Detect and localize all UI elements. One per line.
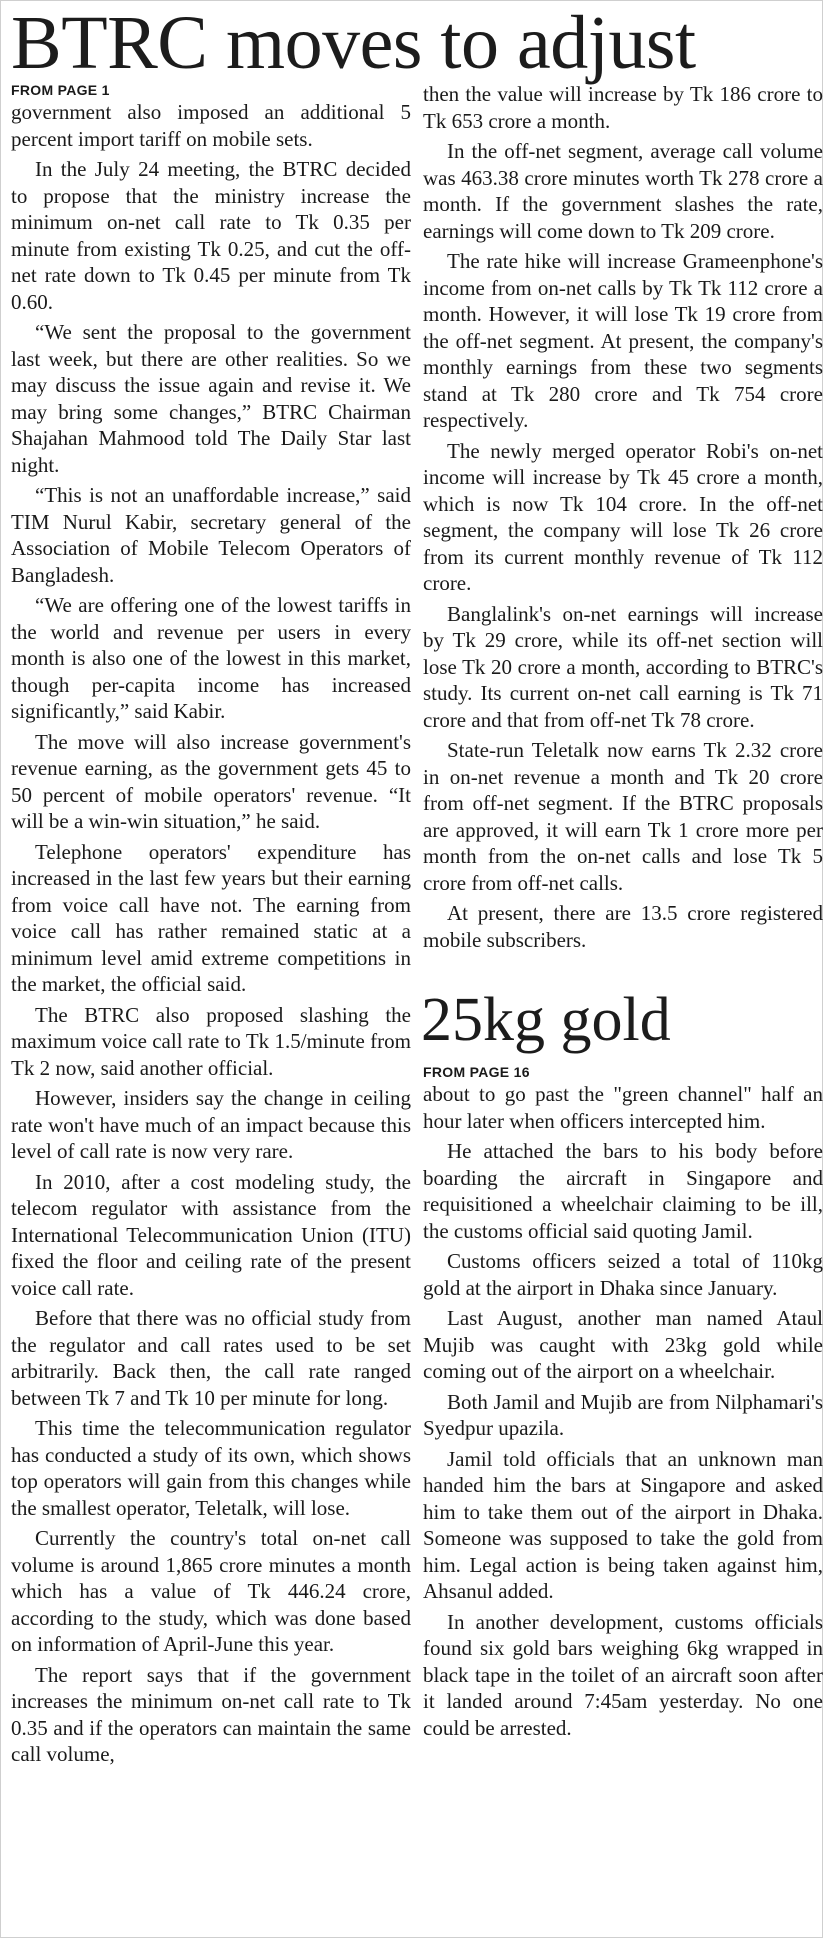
article-paragraph: In the off-net segment, average call volume was 463.38 crore minutes worth Tk 278 crore a month. If the government slashes the rate, earnings will come down to Tk 209 crore. [423,139,823,243]
article-paragraph: Last August, another man named Ataul Mujib was caught with 23kg gold while coming out of the airport on a wheelchair. [423,1306,823,1383]
article-paragraph: “We are offering one of the lowest tariffs in the world and revenue per users in every month is also one of the lowest in this market, though per-capita income has increased significantly,” said Kabir. [11,593,411,723]
article-paragraph: Before that there was no official study from the regulator and call rates used to be set arbitrarily. Back then, the call rate ranged between Tk 7 and Tk 10 per minute for long. [11,1306,411,1410]
article-paragraph: He attached the bars to his body before boarding the aircraft in Singapore and requisitioned a wheelchair claiming to be ill, the customs official said quoting Jamil. [423,1139,823,1243]
article-paragraph: The newly merged operator Robi's on-net income will increase by Tk 45 crore a month, which is now Tk 104 crore. In the off-net segment, the company will lose Tk 26 crore from its current monthly revenue of Tk 112 crore. [423,438,823,595]
right-column [423,81,823,1745]
article-paragraph: In 2010, after a cost modeling study, the telecom regulator with assistance from the International Telecommunication Union (ITU) fixed the floor and ceiling rate of the present voice call rate. [11,1169,411,1300]
article-paragraph: This time the telecommunication regulator has conducted a study of its own, which shows top operators will gain from this changes while the smallest operator, Teletalk, will lose. [11,1416,411,1520]
article-paragraph: Telephone operators' expenditure has increased in the last few years but their earning from voice call have not. The earning from voice call has rather remained static at a minimum level amid extreme competitions in the market, the official said. [11,839,411,996]
article-paragraph: The move will also increase government's revenue earning, as the government gets 45 to 50 percent of mobile operators' revenue. “It will be a win-win situation,” he said. [11,729,411,833]
article-paragraph: Both Jamil and Mujib are from Nilphamari's Syedpur upazila. [423,1389,823,1440]
second-article-headline: 25kg gold [421,986,671,1054]
article-paragraph: In the July 24 meeting, the BTRC decided to propose that the ministry increase the minimum on-net call rate to Tk 0.35 per minute from existing Tk 0.25, and cut the off-net rate down to Tk 0.45 per minute from Tk 0.60. [11,157,411,314]
article-paragraph: The report says that if the government increases the minimum on-net call rate to Tk 0.35 and if the operators can maintain the same call volume, [11,1662,411,1766]
article-paragraph: State-run Teletalk now earns Tk 2.32 crore in on-net revenue a month and Tk 20 crore from off-net segment. If the BTRC proposals are approved, it will earn Tk 1 crore more per month from the on-net calls and lose Tk 5 crore from off-net calls. [423,738,823,895]
article-paragraph: government also imposed an additional 5 percent import tariff on mobile sets. [11,100,411,151]
article-paragraph: In another development, customs officials found six gold bars weighing 6kg wrapped in black tape in the toilet of an aircraft soon after it landed around 7:45am yesterday. No one could be arrested. [423,1609,823,1740]
article-paragraph: “We sent the proposal to the government last week, but there are other realities. So we may discuss the issue again and revise it. We may bring some changes,” BTRC Chairman Shajahan Mahmood told The Daily Star last night. [11,320,411,477]
article-paragraph: “This is not an unaffordable increase,” said TIM Nurul Kabir, secretary general of the Association of Mobile Telecom Operators of Bangladesh. [11,483,411,587]
second-jump-line: FROM PAGE 16 [423,1064,530,1080]
article-paragraph: then the value will increase by Tk 186 crore to Tk 653 crore a month. [423,82,823,133]
article-paragraph: about to go past the "green channel" half an hour later when officers intercepted him. [423,1082,823,1133]
article-paragraph: The BTRC also proposed slashing the maximum voice call rate to Tk 1.5/minute from Tk 2 now, said another official. [11,1002,411,1080]
article-paragraph: The rate hike will increase Grameenphone's income from on-net calls by Tk Tk 112 crore a month. However, it will lose Tk 19 crore from the off-net segment. At present, the company's monthly earnings from these two segments stand at Tk 280 crore and Tk 754 crore respectively. [423,249,823,432]
article-paragraph: Jamil told officials that an unknown man handed him the bars at Singapore and asked him to take them out of the airport in Dhaka. Someone was supposed to take the gold from him. Legal action is being taken against him, Ahsanul added. [423,1446,823,1603]
article-paragraph: However, insiders say the change in ceiling rate won't have much of an impact because this level of call rate is now very rare. [11,1086,411,1163]
jump-line: FROM PAGE 1 [11,82,110,98]
article-paragraph: Banglalink's on-net earnings will increase by Tk 29 crore, while its off-net section will lose Tk 20 crore a month, according to BTRC's study. Its current on-net call earning is Tk 71 crore and that from off-net Tk 78 crore. [423,601,823,732]
article-paragraph: Customs officers seized a total of 110kg gold at the airport in Dhaka since January. [423,1249,823,1300]
left-column [11,81,411,1772]
article-paragraph: Currently the country's total on-net call volume is around 1,865 crore minutes a month which has a value of Tk 446.24 crore, according to the study, which was done based on information of April-June this year. [11,1526,411,1656]
article-headline: BTRC moves to adjust [11,1,696,85]
article-paragraph: At present, there are 13.5 crore registered mobile subscribers. [423,901,823,952]
